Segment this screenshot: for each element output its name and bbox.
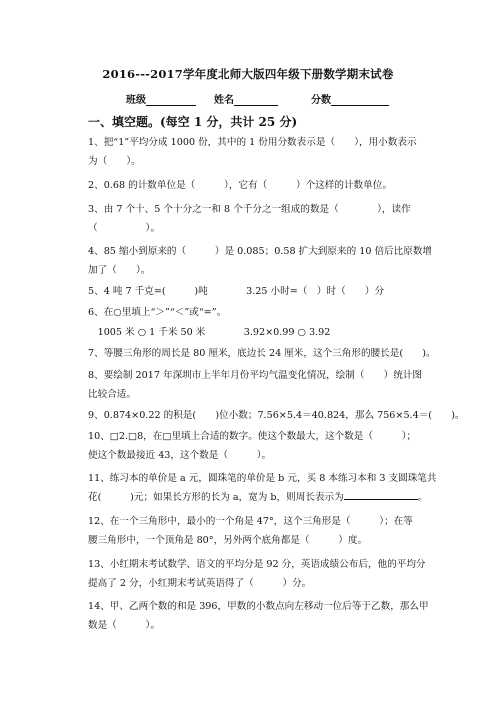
question-2 <box>88 176 433 195</box>
question-line: 13、小红期末考试数学、语文的平均分是 92 分，英语成绩公布后，他的平均分 <box>88 559 426 570</box>
question-line: 3、由 7 个十、5 个十分之一和 8 个千分之一组成的数是（ ），读作 <box>88 204 411 215</box>
name-label: 姓名 <box>214 95 234 106</box>
question-line: 使这个数最接近 43，这个数是（ ）。 <box>88 450 272 461</box>
score-blank[interactable] <box>331 95 389 106</box>
question-5 <box>88 282 433 301</box>
question-line: 比较合适。 <box>88 389 136 400</box>
question-8 <box>88 366 433 404</box>
section-heading: 一、填空题。(每空 1 分，共计 25 分) <box>88 115 298 129</box>
question-line: 6、在○里填上“＞”“＜”或“=”。 <box>88 307 227 318</box>
score-label: 分数 <box>311 95 331 106</box>
class-label: 班级 <box>126 95 146 106</box>
name-blank[interactable] <box>234 95 278 106</box>
question-10 <box>88 427 433 465</box>
question-6 <box>88 303 433 322</box>
question-line: 4、85 缩小到原来的（ ）是 0.085；0.58 扩大到原来的 10 倍后比原数增 <box>88 246 433 257</box>
question-line: 2、0.68 的计数单位是（ ），它有（ ）个这样的计数单位。 <box>88 180 392 191</box>
question-line: 花( )元；如果长方形的长为 a，宽为 b，则周长表示为 。 <box>88 492 428 503</box>
question-4 <box>88 242 433 280</box>
question-12 <box>88 512 433 550</box>
perimeter-blank[interactable] <box>344 490 418 500</box>
question-11 <box>88 469 437 507</box>
question-line: 数是（ ）。 <box>88 620 160 631</box>
class-field <box>126 91 196 106</box>
question-line: （ ）。 <box>88 223 160 234</box>
question-line: 9、0.874×0.22 的积是( )位小数；7.56×5.4＝40.824，那么 756×5.4＝( )。 <box>88 410 465 421</box>
question-line: 提高了 2 分，小红期末考试英语得了（ ）分。 <box>88 578 312 589</box>
class-blank[interactable] <box>146 95 196 106</box>
question-line: 为（ ）。 <box>88 156 141 167</box>
name-field <box>214 91 278 106</box>
question-line-text: 花( )元；如果长方形的长为 a，宽为 b，则周长表示为 <box>88 492 344 503</box>
question-14 <box>88 597 433 635</box>
question-line: 1005 米 ○ 1 千米 50 米 3.92×0.99 ○ 3.92 <box>88 327 331 338</box>
score-field <box>311 91 389 106</box>
question-9 <box>88 406 465 425</box>
question-line: 14、甲、乙两个数的和是 396，甲数的小数点向左移动一位后等于乙数，那么甲 <box>88 601 429 612</box>
question-line: 11、练习本的单价是 a 元，圆珠笔的单价是 b 元，买 8 本练习本和 3 支圆珠笔共 <box>88 473 437 484</box>
question-line: 8、要绘制 2017 年深圳市上半年月份平均气温变化情况，绘制（ ）统计图 <box>88 370 423 381</box>
question-line: 1、把“1”平均分成 1000 份，其中的 1 份用分数表示是（ ），用小数表示 <box>88 137 417 148</box>
question-line: 加了（ ）。 <box>88 265 151 276</box>
question-line: 12、在一个三角形中，最小的一个角是 47°，这个三角形是（ ）；在等 <box>88 516 413 527</box>
question-3 <box>88 200 433 238</box>
page-title: 2016---2017学年度北师大版四年级下册数学期末试卷 <box>102 67 394 81</box>
question-line: 10、□2.□8，在□里填上合适的数字。使这个数最大，这个数是（ ）； <box>88 431 417 442</box>
question-7 <box>88 344 436 363</box>
question-line: 5、4 吨 7 千克=( )吨 3.25 小时=（ ）时（ ）分 <box>88 286 385 297</box>
question-6-items <box>88 323 433 342</box>
question-1 <box>88 133 433 171</box>
question-13 <box>88 555 433 593</box>
question-line: 7、等腰三角形的周长是 80 厘米，底边长 24 厘米，这个三角形的腰长是( )。 <box>88 348 436 359</box>
question-line: 腰三角形中，一个顶角是 80°，另外两个底角都是（ ）度。 <box>88 535 368 546</box>
